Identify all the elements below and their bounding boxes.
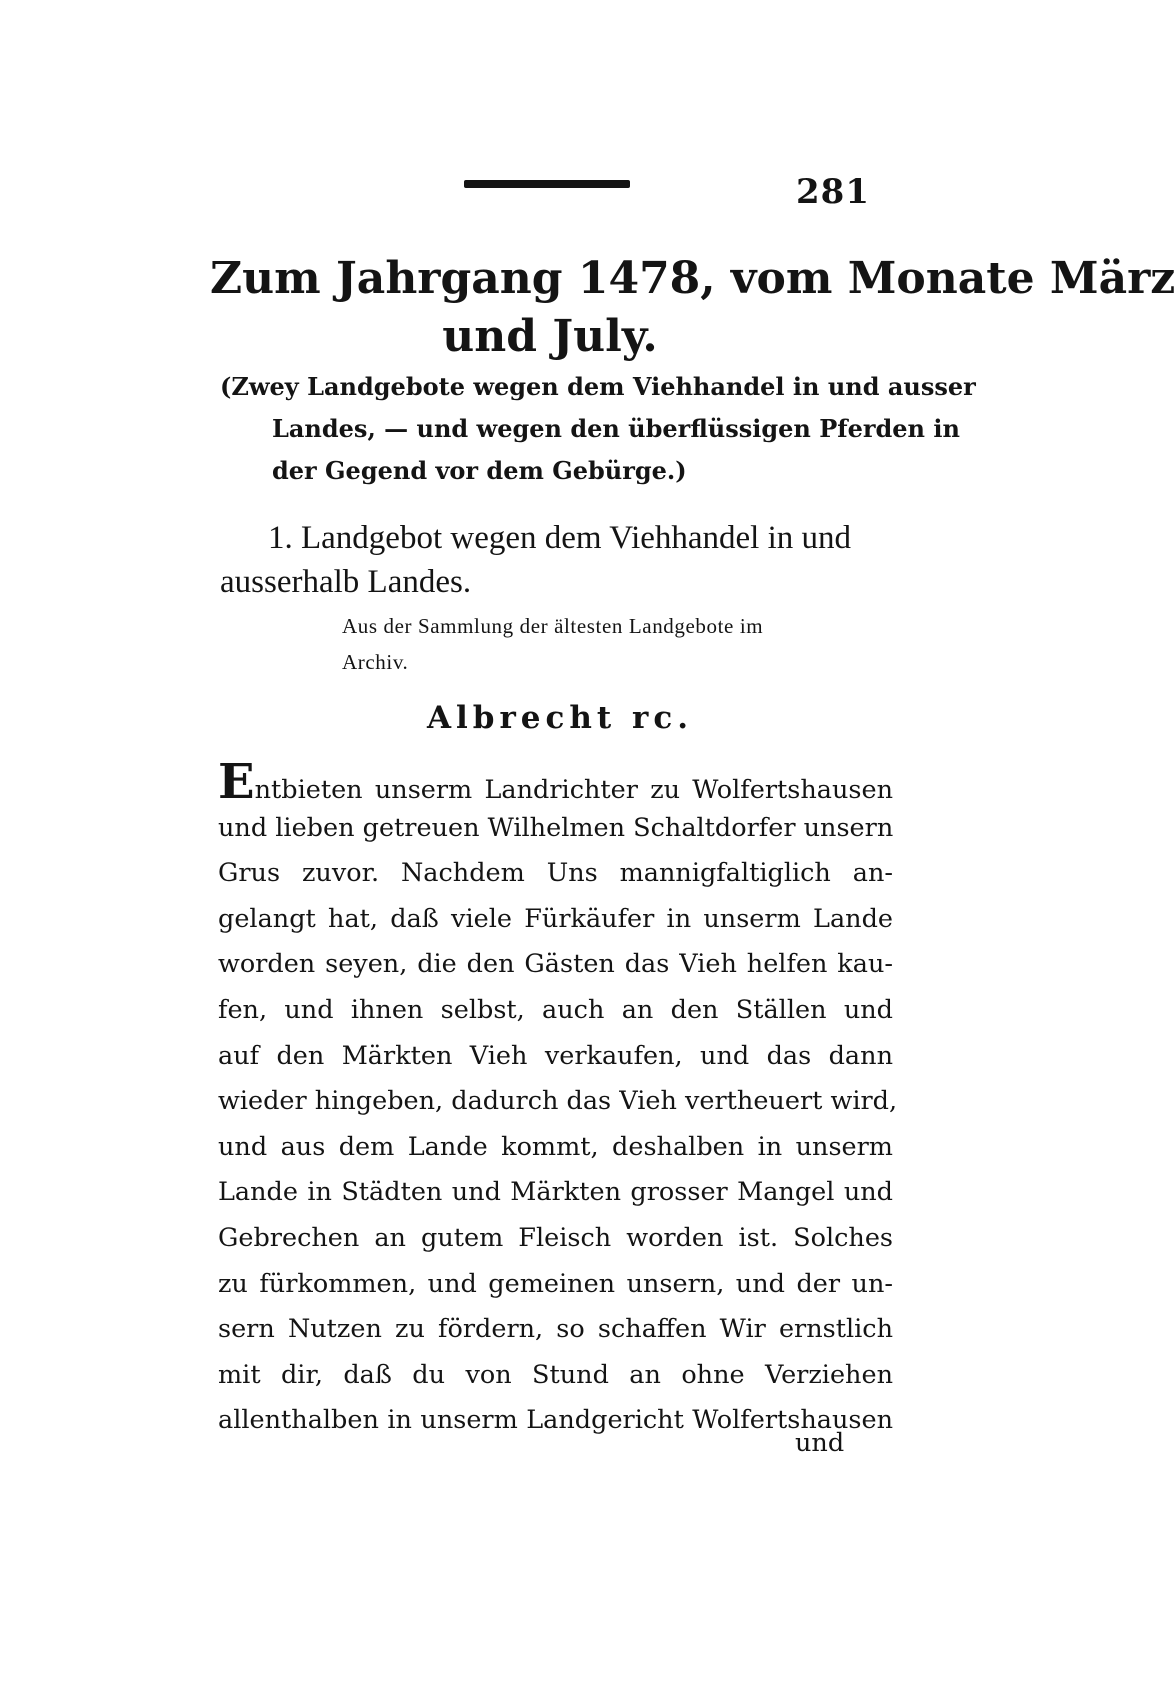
body-line: Gebrechen an gutem Fleisch worden ist. Solches bbox=[218, 1222, 893, 1253]
page-number: 281 bbox=[796, 172, 870, 212]
summary-line: (Zwey Landgebote wegen dem Viehhandel in und ausser bbox=[220, 372, 976, 401]
body-line: worden seyen, die den Gästen das Vieh helfen kau- bbox=[218, 949, 893, 980]
summary-line: Landes, — und wegen den überflüssigen Pferden in bbox=[272, 414, 960, 443]
page-heading bbox=[210, 250, 1175, 366]
header-rule bbox=[464, 180, 630, 188]
body-line: Lande in Städten und Märkten grosser Mangel und bbox=[218, 1177, 893, 1208]
body-line: mit dir, daß du von Stund an ohne Verziehen bbox=[218, 1359, 893, 1390]
source-line-1: Aus der Sammlung der ältesten Landgebote im bbox=[342, 614, 764, 638]
source-line-2: Archiv. bbox=[342, 650, 409, 674]
body-paragraph bbox=[218, 754, 898, 1444]
heading-line-1: Zum Jahrgang 1478, vom Monate März bbox=[210, 253, 1175, 304]
section-title-line-2: ausserhalb Landes. bbox=[220, 564, 472, 600]
body-line: Grus zuvor. Nachdem Uns mannigfaltiglich an- bbox=[218, 858, 893, 889]
summary-line: der Gegend vor dem Gebürge.) bbox=[272, 456, 687, 485]
body-line: auf den Märkten Vieh verkaufen, und das dann bbox=[218, 1040, 893, 1071]
catchword: und bbox=[795, 1428, 845, 1458]
body-line: gelangt hat, daß viele Fürkäufer in unserm Lande bbox=[218, 903, 893, 934]
body-line: fen, und ihnen selbst, auch an den Ställen und bbox=[218, 994, 893, 1025]
salutation: Albrecht rc. bbox=[426, 700, 694, 736]
heading-line-2: und July. bbox=[442, 311, 658, 362]
body-line: und lieben getreuen Wilhelmen Schaltdorfer unsern bbox=[218, 812, 894, 843]
body-line: wieder hingeben, dadurch das Vieh vertheuert wird, bbox=[218, 1086, 898, 1117]
body-line: allenthalben in unserm Landgericht Wolfertshausen bbox=[218, 1405, 893, 1436]
source-note bbox=[342, 608, 902, 680]
section-title bbox=[220, 516, 900, 604]
body-line: sern Nutzen zu fördern, so schaffen Wir ernstlich bbox=[218, 1314, 893, 1345]
summary-paragraph bbox=[220, 366, 976, 492]
section-title-line-1: 1. Landgebot wegen dem Viehhandel in und bbox=[268, 520, 852, 556]
body-line: zu fürkommen, und gemeinen unsern, und der un- bbox=[218, 1268, 893, 1299]
body-line: und aus dem Lande kommt, deshalben in unserm bbox=[218, 1131, 893, 1162]
body-line: Entbieten unserm Landrichter zu Wolfertshausen bbox=[218, 754, 893, 810]
